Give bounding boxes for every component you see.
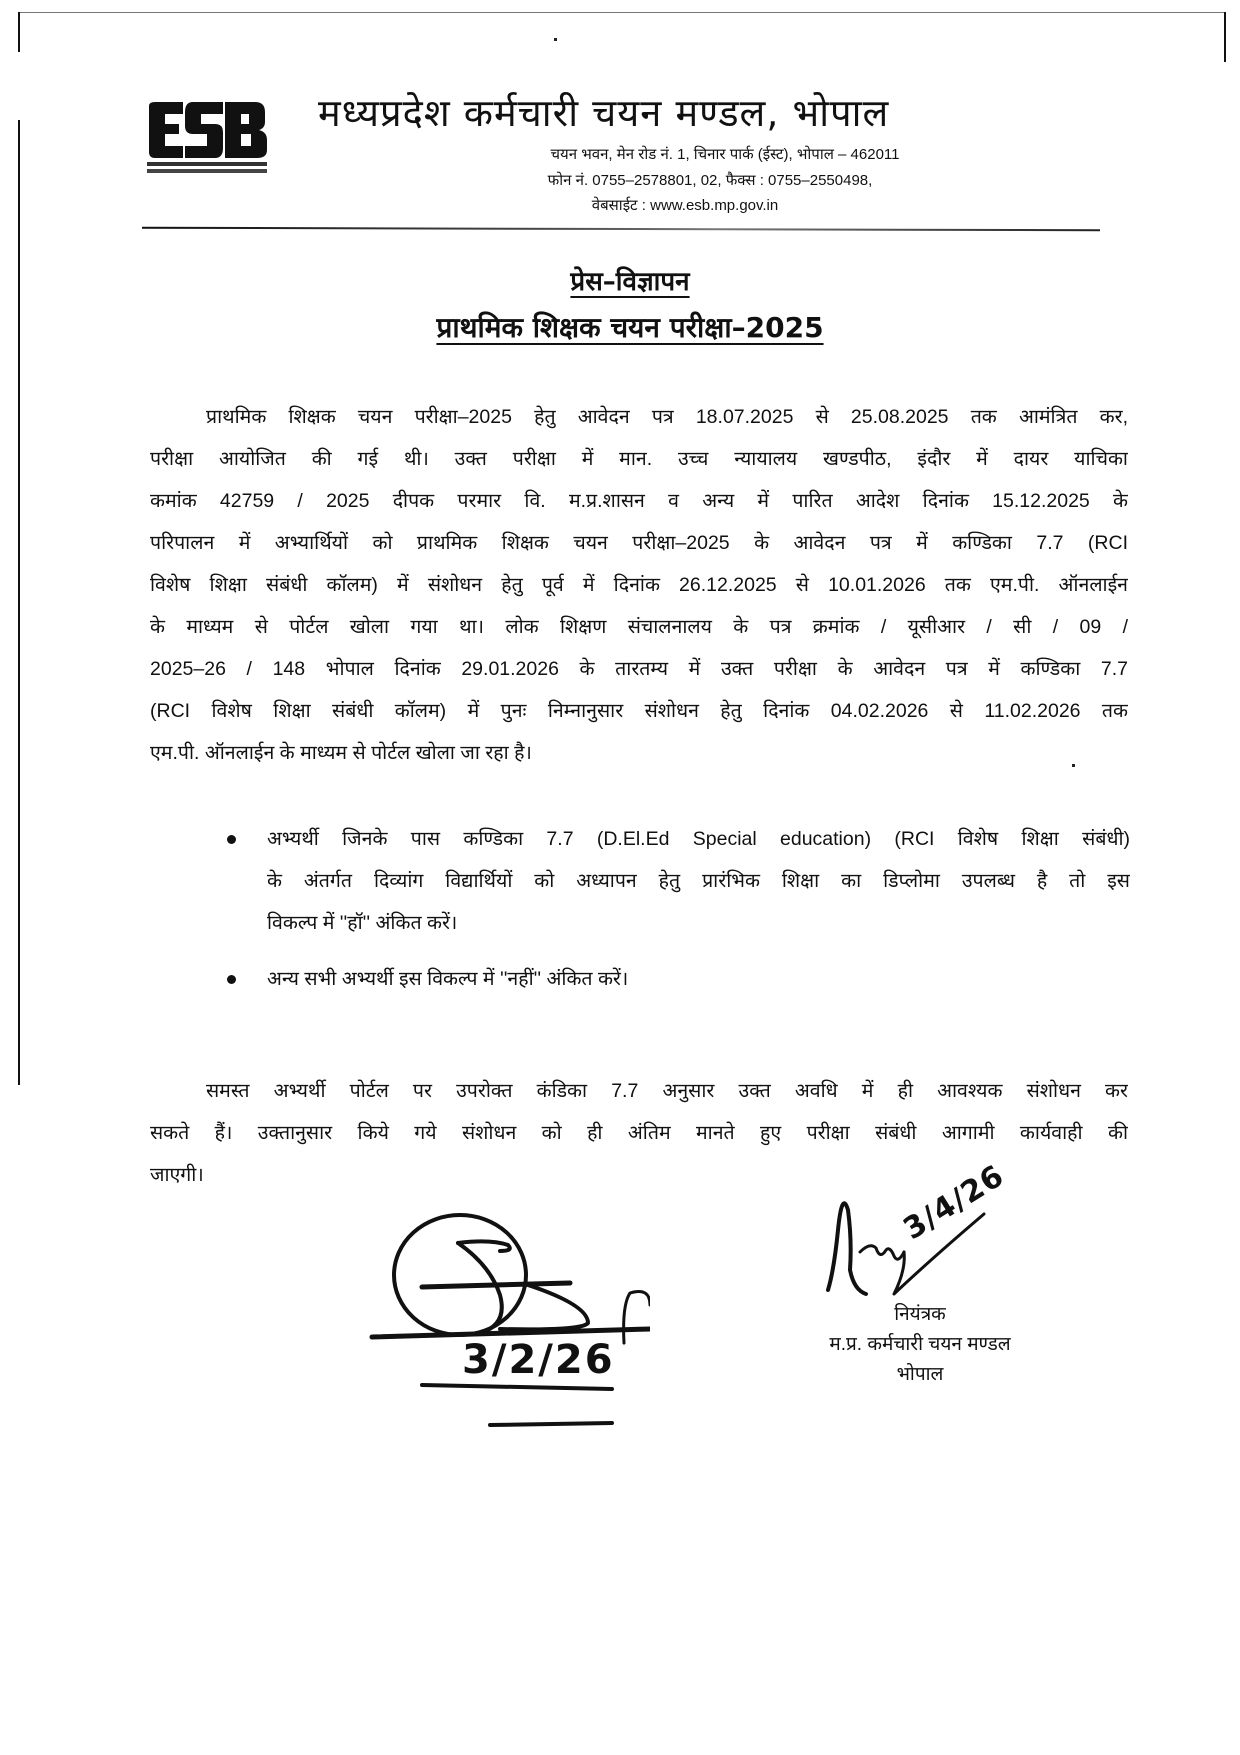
paragraph-line: एम.पी. ऑनलाईन के माध्यम से पोर्टल खोला जा रहा है। [150,742,532,764]
exam-title-heading: प्राथमिक शिक्षक चयन परीक्षा–2025 [436,311,824,344]
paragraph-line: विशेष शिक्षा संबंधी कॉलम) में संशोधन हेतु पूर्व में दिनांक 26.12.2025 से 10.01.2026 तक एम.पी. ऑनलाईन [150,574,1128,596]
list-item [215,958,1130,1000]
list-item-line: विकल्प में ''हॉ'' अंकित करें। [267,912,458,934]
signatory-organization: म.प्र. कर्मचारी चयन मण्डल [829,1334,1011,1355]
list-item [215,818,1130,944]
paragraph-line: के माध्यम से पोर्टल खोला गया था। लोक शिक्षण संचालनालय के पत्र क्रमांक / यूसीआर / सी / 09 / [150,616,1128,638]
signature-left-icon [350,1205,650,1435]
paragraph-line: समस्त अभ्यर्थी पोर्टल पर उपरोक्त कंडिका 7.7 अनुसार उक्त अवधि में ही आवश्यक संशोधन कर [206,1080,1128,1102]
signature-left-date: 3/2/26 [462,1337,615,1383]
paragraph-line: जाएगी। [150,1164,204,1186]
list-item-line: अन्य सभी अभ्यर्थी इस विकल्प में ''नहीं'' अंकित करें। [267,968,629,990]
paragraph-line: (RCI विशेष शिक्षा संबंधी कॉलम) में पुनः निम्नानुसार संशोधन हेतु दिनांक 04.02.2026 से 11.02.2026 तक [150,700,1128,722]
paragraph-line: परिपालन में अभ्यार्थियों को प्राथमिक शिक्षक चयन परीक्षा–2025 के आवेदन पत्र में कण्डिका 7.7 (RCI [150,532,1128,554]
esb-logo-icon [143,100,271,178]
scan-speck [554,38,557,41]
signature-right-date: 3/4/26 [897,1158,1011,1247]
paragraph-line: कमांक 42759 / 2025 दीपक परमार वि. म.प्र.शासन व अन्य में पारित आदेश दिनांक 15.12.2025 के [150,490,1128,512]
paragraph-intro [150,396,1128,774]
paragraph-line: सकते हैं। उक्तानुसार किये गये संशोधन को ही अंतिम मानते हुए परीक्षा संबंधी आगामी कार्यवाही की [150,1122,1128,1144]
esb-logo [143,100,271,178]
handwritten-signature-right [820,1158,1060,1300]
organization-name: मध्यप्रदेश कर्मचारी चयन मण्डल, भोपाल [318,91,890,135]
scan-border-left [18,12,20,52]
list-item-line: के अंतर्गत दिव्यांग विद्यार्थियों को अध्यापन हेतु प्रारंभिक शिक्षा का डिप्लोमा उपलब्ध है तो इस [267,870,1130,892]
instruction-list [215,818,1130,1000]
signatory-city: भोपाल [896,1364,944,1385]
paragraph-line: परीक्षा आयोजित की गई थी। उक्त परीक्षा में मान. उच्च न्यायालय खण्डपीठ, इंदौर में दायर याचिका [150,448,1128,470]
press-advertisement-heading: प्रेस–विज्ञापन [570,267,690,297]
phone-fax: फोन नं. 0755–2578801, 02, फैक्स : 0755–2550498, [547,172,873,189]
signatory-designation: नियंत्रक [894,1304,946,1325]
website: वेबसाईट : www.esb.mp.gov.in [591,197,779,214]
address: चयन भवन, मेन रोड नं. 1, चिनार पार्क (ईस्ट), भोपाल – 462011 [550,146,900,163]
paragraph-line: प्राथमिक शिक्षक चयन परीक्षा–2025 हेतु आवेदन पत्र 18.07.2025 से 25.08.2025 तक आमंत्रित कर, [206,406,1128,428]
handwritten-signature-left [350,1205,650,1435]
list-item-line: अभ्यर्थी जिनके पास कण्डिका 7.7 (D.El.Ed Special education) (RCI विशेष शिक्षा संबंधी) [267,828,1130,850]
header-divider [142,227,1100,232]
bullet-icon [227,835,236,844]
paragraph-line: 2025–26 / 148 भोपाल दिनांक 29.01.2026 के तारतम्य में उक्त परीक्षा के आवेदन पत्र में कण्डिका 7.7 [150,658,1128,680]
scan-border-top [18,12,1226,13]
bullet-icon [227,975,236,984]
scan-border-right [1224,12,1226,62]
